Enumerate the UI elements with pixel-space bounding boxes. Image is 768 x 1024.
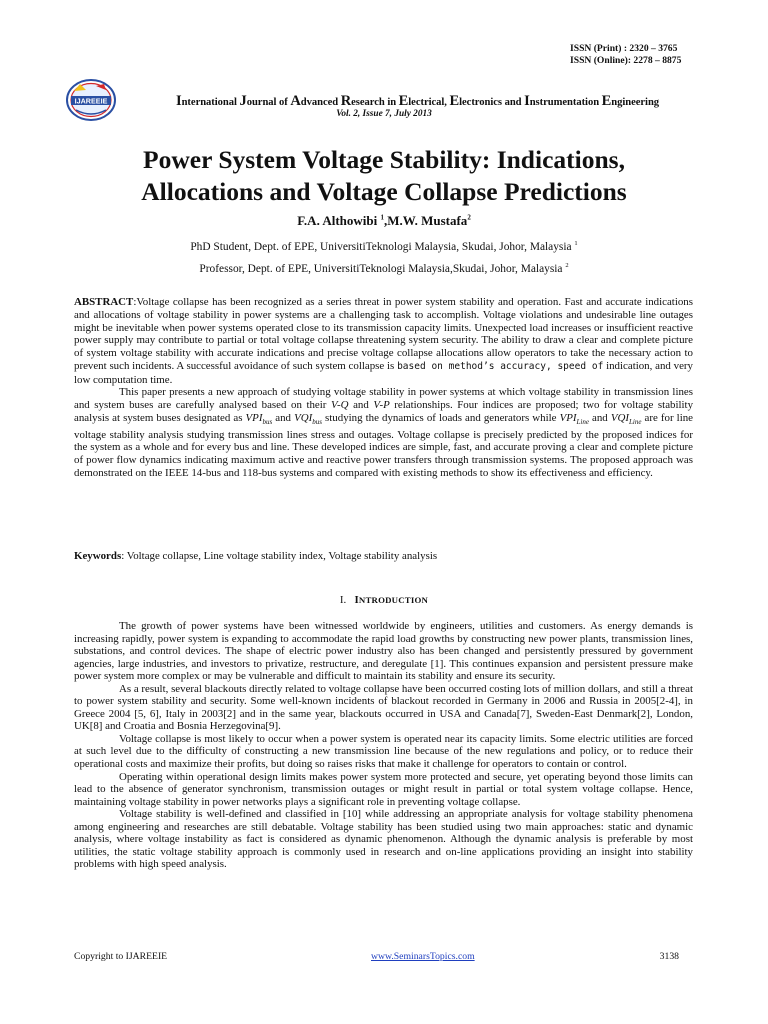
abstract-paragraph-1: [74, 296, 693, 386]
affiliation-2-ref: 2: [565, 262, 569, 269]
issn-online: ISSN (Online): 2278 – 8875: [570, 55, 682, 66]
vpi-label: VPI: [559, 411, 577, 424]
logo-text: IJAREEIE: [74, 96, 108, 106]
footer-page-number: 3138: [659, 951, 679, 962]
journal-word-rest: dvanced: [300, 97, 341, 108]
abstract-text-2c: studying the dynamics of loads and generators while: [321, 411, 560, 424]
affiliation-1: [0, 240, 768, 253]
vpi-label: VPI: [245, 411, 263, 424]
journal-word-rest: nstrumentation: [529, 97, 602, 108]
footer-site-link[interactable]: www.SeminarsTopics.com: [371, 951, 475, 962]
journal-word-initial: J: [239, 93, 247, 109]
journal-word-initial: E: [449, 93, 460, 109]
author-2: ,M.W. Mustafa: [384, 213, 468, 228]
abstract-text-2b: relationships. Four indices are proposed; two for voltage stability analysis at system buses designated as: [74, 399, 694, 424]
introduction-paragraph: Operating within operational design limits makes power system more protected and secure, yet operating beyond those limits can lead to the absence of generator synchronism, transmission outages or might result in partial or total system voltage collapse. Hence, maintaining voltage stability in power networks plays a significant role in preventing voltage collapse.: [74, 770, 693, 808]
journal-word-rest: esearch in: [351, 97, 399, 108]
journal-word-rest: lectronics and: [459, 97, 525, 108]
bus-subscript: bus: [262, 417, 273, 426]
vqi-line-term: [611, 412, 642, 424]
keywords-label: Keywords: [74, 550, 122, 562]
line-subscript: Line: [629, 417, 642, 426]
introduction-paragraph: The growth of power systems have been witnessed worldwide by engineers, utilities and customers. As energy demands is increasing rapidly, power system is expanding to accommodate the rapid load growths by constructing new power plants, transmission lines, substations, and control devices. The shape of electric power industry also has been changed and persistently pressured by government agencies, large industries, and investors to privatize, restructure, and deregulate [1]. This continues expansion and persistent pressure make power system more complex or may be vulnerable and difficult to maintain its stability and ensure its security.: [74, 620, 693, 683]
journal-volume: Vol. 2, Issue 7, July 2013: [336, 109, 432, 119]
affiliation-1-text: PhD Student, Dept. of EPE, UniversitiTeknologi Malaysia, Skudai, Johor, Malaysia: [190, 240, 575, 253]
journal-word-initial: R: [340, 93, 352, 109]
and-text: and: [272, 411, 295, 424]
section-title: INTRODUCTION: [354, 594, 429, 606]
title-line-2: Allocations and Voltage Collapse Predictions: [141, 177, 627, 206]
page-footer: [74, 951, 679, 965]
abstract-label: ABSTRACT: [74, 296, 134, 308]
journal-name: [176, 93, 716, 110]
vp-term: V-P: [373, 399, 390, 411]
vqi-label: VQI: [610, 411, 629, 424]
and-text: and: [348, 399, 374, 411]
issn-print: ISSN (Print) : 2320 – 3765: [570, 43, 678, 54]
vq-term: V-Q: [330, 399, 349, 411]
keywords-text: : Voltage collapse, Line voltage stability index, Voltage stability analysis: [121, 550, 438, 562]
bus-subscript: bus: [312, 417, 322, 426]
affiliation-2-text: Professor, Dept. of EPE, UniversitiTeknologi Malaysia,Skudai, Johor, Malaysia: [199, 262, 566, 275]
journal-word-initial: I: [176, 93, 182, 109]
journal-word-initial: E: [601, 93, 612, 109]
issn-block: [570, 43, 681, 67]
keywords: [74, 550, 693, 562]
abstract-paragraph-2: [74, 386, 693, 479]
author-1: F.A. Althowibi: [297, 213, 381, 228]
vqi-bus-term: [294, 412, 322, 424]
author-1-ref: 1: [380, 213, 385, 222]
footer-copyright: Copyright to IJAREEIE: [74, 951, 168, 962]
section-number: I.: [339, 594, 347, 606]
abstract-text-1: :Voltage collapse has been recognized as a series threat in power system stability and operation. Fast and accurate indications and allocations of voltage stability in power systems are a challenging task to accomplish. Voltage violations and undesirable line outages might be inevitable when power systems operated close to its transmission capacity limits. Unexpected load increases or insufficient reactive power supply may contribute to partial or total voltage collapse threatening system security. The ability to draw a clear and complete picture of system voltage stability with accurate indications and precise voltage collapse allocations allow operators to take the necessary action to prevent such incidents. A successful avoidance of such system collapse is: [74, 296, 693, 372]
abstract-text-2d: are for line voltage stability analysis studying transmission lines stress and outages. Voltage collapse is precisely predicted by the proposed indices for the system as a whole and for every bus and line. These developed indices are simple, fast, and accurate proving a clear and complete picture of power flow dynamics indicating maximum active and reactive power transfers through transmission systems. The proposed approach was demonstrated on the IEEE 14-bus and 118-bus systems and compared with existing methods to show its effectiveness and efficiency.: [74, 411, 694, 479]
journal-word-initial: A: [290, 93, 301, 109]
paper-authors: [0, 213, 768, 229]
abstract: [74, 296, 693, 480]
title-line-1: Power System Voltage Stability: Indications,: [143, 145, 625, 174]
journal-word-initial: E: [398, 93, 409, 109]
paper-title: [0, 144, 768, 208]
journal-word-rest: lectrical,: [408, 97, 450, 108]
journal-word-rest: nternational: [181, 97, 240, 108]
introduction-body: [74, 620, 693, 871]
vpi-line-term: [560, 412, 589, 424]
introduction-paragraph: Voltage stability is well-defined and classified in [10] while addressing an appropriate analysis for voltage stability phenomena among engineering and researches are still debatable. Voltage stability has been studied using two main approaches: static and dynamic analysis, where voltage instability as fact is considered as dynamic phenomenon. Although the dynamic analysis is preferable by most utilities, the static voltage stability approach is commonly used in research and on-line applications providing an insight into stability problems with high speed analysis.: [74, 808, 693, 871]
author-2-ref: 2: [467, 213, 471, 222]
abstract-text-1-end: indication, and very low computation time.: [74, 359, 693, 386]
section-heading: [0, 594, 768, 606]
line-subscript: Line: [576, 417, 589, 426]
affiliation-2: [0, 262, 768, 275]
and-text: and: [588, 411, 611, 424]
introduction-paragraph: As a result, several blackouts directly related to voltage collapse have been occurred costing lots of million dollars, and still a threat to power system stability and security. Some well-known incidents of blackout recorded in Germany in 2006 and Russia in 2005[2-4], in Greece 2004 [5, 6], Italy in 2003[2] and in the same year, blackouts occurred in USA and Canada[7], Sweden-East Denmark[2], London, UK[8] and Croatia and Bosnia Herzegovina[9].: [74, 682, 693, 733]
journal-word-initial: I: [524, 93, 530, 109]
vpi-bus-term: [246, 412, 273, 424]
journal-word-rest: ngineering: [611, 97, 660, 108]
vqi-label: VQI: [294, 411, 313, 424]
abstract-text-2a: This paper presents a new approach of studying voltage stability in power systems at which voltage stability in transmission lines and system buses are carefully analysed based on their: [74, 386, 693, 411]
introduction-paragraph: Voltage collapse is most likely to occur when a power system is operated near its capacity limits. Some electric utilities are forced at such level due to the difficulty of constructing a new transmission line because of the new regulations and policy, or to reduce their operational costs and maximize their profits, but doing so raises risks that make it challenge for operators to contain or control.: [74, 732, 693, 771]
affiliation-1-ref: 1: [574, 240, 578, 247]
abstract-mono-text: based on method’s accuracy, speed of: [397, 360, 604, 372]
journal-word-rest: ournal of: [246, 97, 291, 108]
